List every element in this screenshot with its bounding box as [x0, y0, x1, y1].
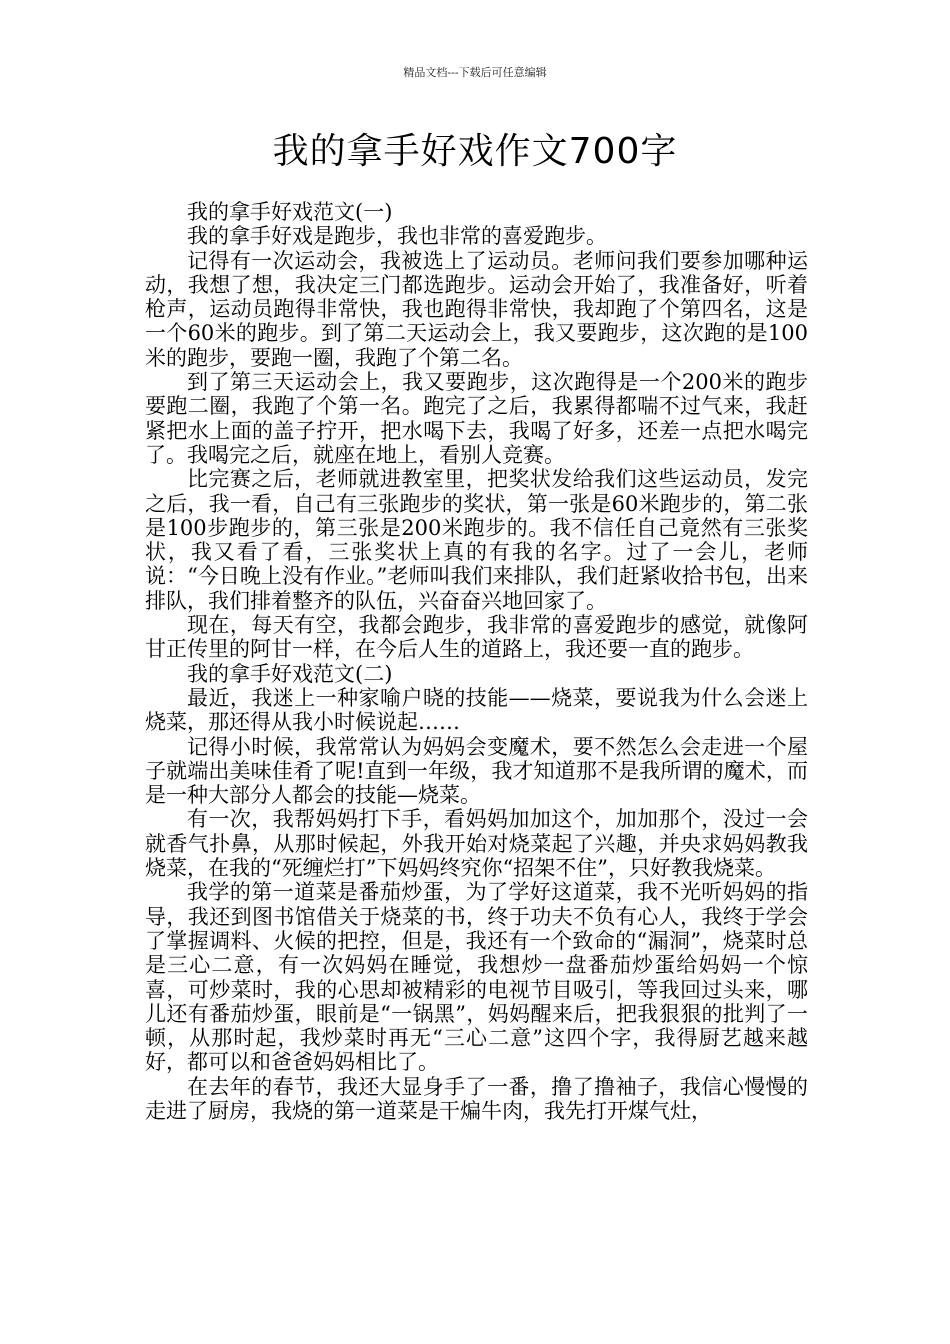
- paragraph: 到了第三天运动会上，我又要跑步，这次跑得是一个200米的跑步要跑二圈，我跑了个第一名。跑完了之后，我累得都喘不过气来，我赶紧把水上面的盖子拧开，把水喝下去，我喝了好多，还差一点把水喝完了。我喝完之后，就座在地上，看别人竞赛。: [145, 370, 808, 467]
- section-heading-1: 我的拿手好戏范文(一): [187, 200, 393, 224]
- paragraph: 记得有一次运动会，我被选上了运动员。老师问我们要参加哪种运动，我想了想，我决定三门都选跑步。运动会开始了，我准备好，听着枪声，运动员跑得非常快，我也跑得非常快，我却跑了个第四名，这是一个60米的跑步。到了第二天运动会上，我又要跑步，这次跑的是100米的跑步，要跑一圈，我跑了个第二名。: [145, 248, 808, 370]
- page-header-note: 精品文档---下载后可任意编辑: [403, 66, 547, 79]
- section-heading-2: 我的拿手好戏范文(二): [187, 661, 393, 686]
- paragraph: 记得小时候，我常常认为妈妈会变魔术，要不然怎么会走进一个屋子就端出美味佳肴了呢!直到一年级，我才知道那不是我所谓的魔术，而是一种大部分人都会的技能—烧菜。: [145, 734, 808, 808]
- document-body: [145, 200, 808, 1123]
- paragraph: 我的拿手好戏是跑步，我也非常的喜爱跑步。: [187, 224, 607, 249]
- paragraph: 现在，每天有空，我都会跑步，我非常的喜爱跑步的感觉，就像阿甘正传里的阿甘一样，在今后人生的道路上，我还要一直的跑步。: [145, 613, 808, 662]
- paragraph: 比完赛之后，老师就进教室里，把奖状发给我们这些运动员，发完之后，我一看，自己有三张跑步的奖状，第一张是60米跑步的，第二张是100步跑步的，第三张是200米跑步的。我不信任自己竟然有三张奖状，我又看了看，三张奖状上真的有我的名字。过了一会儿，老师说：“今日晚上没有作业。”老师叫我们来排队，我们赶紧收拾书包，出来排队，我们排着整齐的队伍，兴奋奋兴地回家了。: [145, 467, 808, 613]
- paragraph: 在去年的春节，我还大显身手了一番，撸了撸袖子，我信心慢慢的走进了厨房，我烧的第一道菜是干煸牛肉，我先打开煤气灶，: [145, 1074, 808, 1123]
- paragraph: 最近，我迷上一种家喻户晓的技能——烧菜，要说我为什么会迷上烧菜，那还得从我小时候说起……: [145, 685, 808, 735]
- paragraph: 有一次，我帮妈妈打下手，看妈妈加加这个，加加那个，没过一会就香气扑鼻，从那时候起，外我开始对烧菜起了兴趣，并央求妈妈教我烧菜，在我的“死缠烂打”下妈妈终究你“招架不住”，只好教我烧菜。: [145, 807, 808, 881]
- paragraph: 我学的第一道菜是番茄炒蛋，为了学好这道菜，我不光听妈妈的指导，我还到图书馆借关于烧菜的书，终于功夫不负有心人，我终于学会了掌握调料、火候的把控，但是，我还有一个致命的“漏洞”，烧菜时总是三心二意，有一次妈妈在睡觉，我想炒一盘番茄炒蛋给妈妈一个惊喜，可炒菜时，我的心思却被精彩的电视节目吸引，等我回过头来，哪儿还有番茄炒蛋，眼前是“一锅黑”，妈妈醒来后，把我狠狠的批判了一顿，从那时起，我炒菜时再无“三心二意”这四个字，我得厨艺越来越好，都可以和爸爸妈妈相比了。: [145, 880, 808, 1075]
- document-title: 我的拿手好戏作文700字: [272, 131, 678, 172]
